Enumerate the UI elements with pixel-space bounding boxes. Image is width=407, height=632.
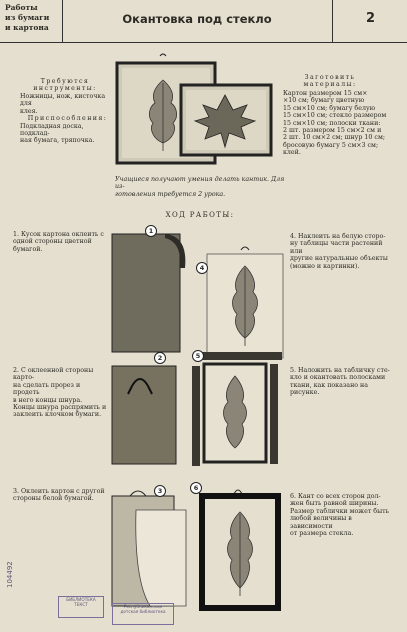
text-line: готовления требуется 2 урока. [115,190,226,198]
inventory-number: 104492 [6,561,14,588]
text-line: ну таблицы части растений или [290,240,383,255]
text-line: стороны белой бумагой. [13,495,94,503]
text-line: Ножницы, нож, кисточка для [20,93,106,108]
work-heading: ХОД РАБОТЫ: [165,211,235,219]
page-number: 2 [365,11,376,26]
page-number-box [332,0,407,42]
heading-line: Требуются [40,78,90,85]
figure-number: 4 [196,262,208,274]
stamp-line: детская библиотека [120,609,166,614]
framed-leaves-illustration [115,55,275,165]
text-line: 15 см×10 см; полоски ткани: [283,119,381,127]
stamp-line: БИБЛИОТЕКА [66,597,96,602]
text-line: Учащиеся получают умения делать кантик. Для из- [115,176,285,191]
heading-line: инструменты: [33,85,97,93]
text-line: 2 шт. размером 15 см×2 см и [283,127,382,135]
text-line: 2 шт. 10 см×2 см; шнур 10 см; [283,134,385,142]
text-line: заклеить клочком бумаги. [13,411,102,419]
text-line: 1. Кусок картона оклеить с [13,231,104,238]
figure-number: 2 [154,352,166,364]
section-label [0,0,63,42]
text-line: (можно и картинки). [290,262,360,270]
text-line: Концы шнура распрямить и [13,404,107,412]
lesson-caption [115,176,290,198]
page-header [0,0,407,43]
figure-6-finished [198,488,282,613]
step-1-text [13,231,108,253]
stamp-line: ТЕКСТ [74,602,88,607]
tools-text [20,93,115,145]
page-title: Окантовка под стекло [122,12,272,26]
text-line: Подкладная доска, подклад- [20,122,84,138]
text-line: одной стороны цветной бумагой. [13,238,92,253]
step-6-text [290,493,395,537]
text-line: клея. [20,107,38,115]
library-stamp-left [58,596,104,618]
fixtures-heading: Приспособления: [27,115,108,123]
text-line: Размер таблички может быть [290,507,390,515]
figure-3-white-paper [110,490,190,608]
heading-line: Заготовить [304,74,356,81]
text-line: 4. Наклеить на белую сторо- [290,233,386,240]
text-line: другие натуральные объекты [290,255,388,263]
materials-list [283,90,393,157]
text-line: от размера стекла. [290,530,354,538]
text-line: 15 см×10 см; бумагу белую [283,104,376,112]
figure-number: 6 [190,482,202,494]
step-5-text [290,367,395,397]
step-3-text [13,488,108,503]
text-line: ная бумага, тряпочка. [20,137,95,145]
step-4-text [290,233,395,270]
text-line: 3. Оклеить картон с другой [13,488,105,495]
section-line: Работы [5,3,38,12]
figure-number: 1 [145,225,157,237]
section-line: из бумаги [5,13,50,22]
text-line: кло и окантовать полосками [290,374,386,382]
text-line: 5. Наложить на табличку сте- [290,367,390,374]
figure-number: 3 [154,485,166,497]
library-stamp-right [112,603,174,625]
text-line: 6. Кант со всех сторон дол- [290,493,381,500]
step-2-text [13,367,108,419]
requirements-heading [30,78,100,93]
text-line: Картон размером 15 см× [283,90,368,97]
text-line: в него концы шнура. [13,396,83,404]
text-line: 2. С оклеенной стороны карто- [13,367,94,382]
materials-heading [290,74,370,89]
figure-4-leaf-board [205,246,285,361]
heading-line: материалы: [303,81,357,89]
figure-1-cardboard [110,228,195,358]
text-line: ткани, как показано на рисунке. [290,381,369,397]
figure-2-cord-loop [110,358,180,468]
stamp-line: Республиканская [123,604,163,609]
text-line: клей. [283,149,301,157]
text-line: любой величины в зависимости [290,515,352,530]
section-line: и картона [5,23,49,32]
text-line: бросовую бумагу 5 см×3 см; [283,141,379,149]
figure-5-framing [190,350,285,470]
text-line: ×10 см; бумагу цветную [283,97,365,105]
text-line: на сделать прорез и продеть [13,381,81,397]
text-line: 15 см×10 см; стекло размером [283,112,387,120]
text-line: жен быть равной ширины. [290,500,379,508]
figure-number: 5 [192,350,204,362]
